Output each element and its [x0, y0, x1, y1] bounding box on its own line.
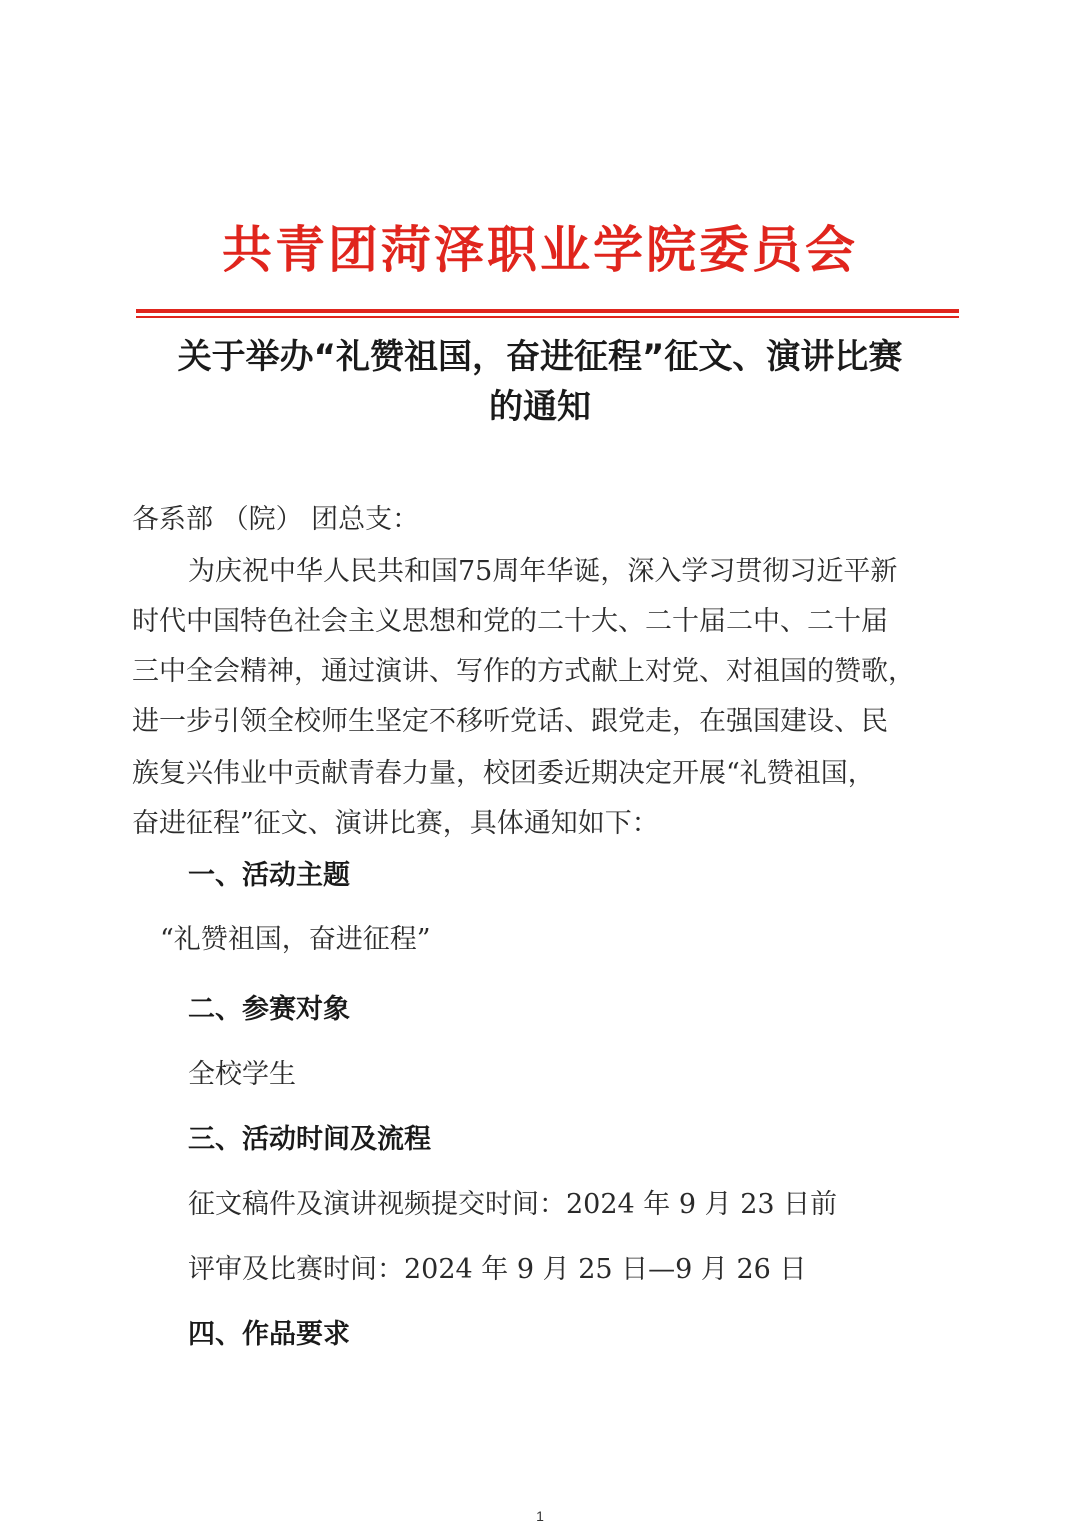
section-text-review-dates: 评审及比赛时间：2024 年 9 月 25 日—9 月 26 日: [188, 1254, 807, 1285]
section-heading-participants: 二、参赛对象: [188, 994, 350, 1025]
section-text-participants: 全校学生: [188, 1059, 296, 1090]
paragraph-line: 族复兴伟业中贡献青春力量，校团委近期决定开展“礼赞祖国，: [132, 758, 875, 789]
letterhead-rule-thin: [136, 316, 959, 318]
section-heading-requirements: 四、作品要求: [188, 1319, 350, 1350]
document-title-line-2: 的通知: [489, 387, 591, 427]
document-title: [100, 332, 980, 432]
paragraph-line: 为庆祝中华人民共和国75周年华诞，深入学习贯彻习近平新: [188, 556, 898, 587]
letterhead-org-name: 共青团菏泽职业学院委员会: [222, 221, 858, 279]
salutation: 各系部 （院） 团总支：: [132, 504, 420, 535]
paragraph-line: 奋进征程”征文、演讲比赛，具体通知如下：: [132, 808, 659, 839]
letterhead-rule-thick: [136, 309, 959, 313]
section-text-theme: “礼赞祖国，奋进征程”: [160, 924, 431, 955]
paragraph-line: 三中全会精神，通过演讲、写作的方式献上对党、对祖国的赞歌，: [132, 656, 915, 687]
paragraph-line: 进一步引领全校师生坚定不移听党话、跟党走，在强国建设、民: [132, 706, 888, 737]
section-heading-theme: 一、活动主题: [188, 860, 350, 891]
paragraph-line: 时代中国特色社会主义思想和党的二十大、二十届二中、二十届: [132, 606, 888, 637]
section-text-submission-deadline: 征文稿件及演讲视频提交时间：2024 年 9 月 23 日前: [188, 1189, 838, 1220]
section-heading-schedule: 三、活动时间及流程: [188, 1124, 431, 1155]
page-number: 1: [536, 1508, 544, 1524]
document-title-line-1: 关于举办“礼赞祖国，奋进征程”征文、演讲比赛: [177, 337, 903, 377]
